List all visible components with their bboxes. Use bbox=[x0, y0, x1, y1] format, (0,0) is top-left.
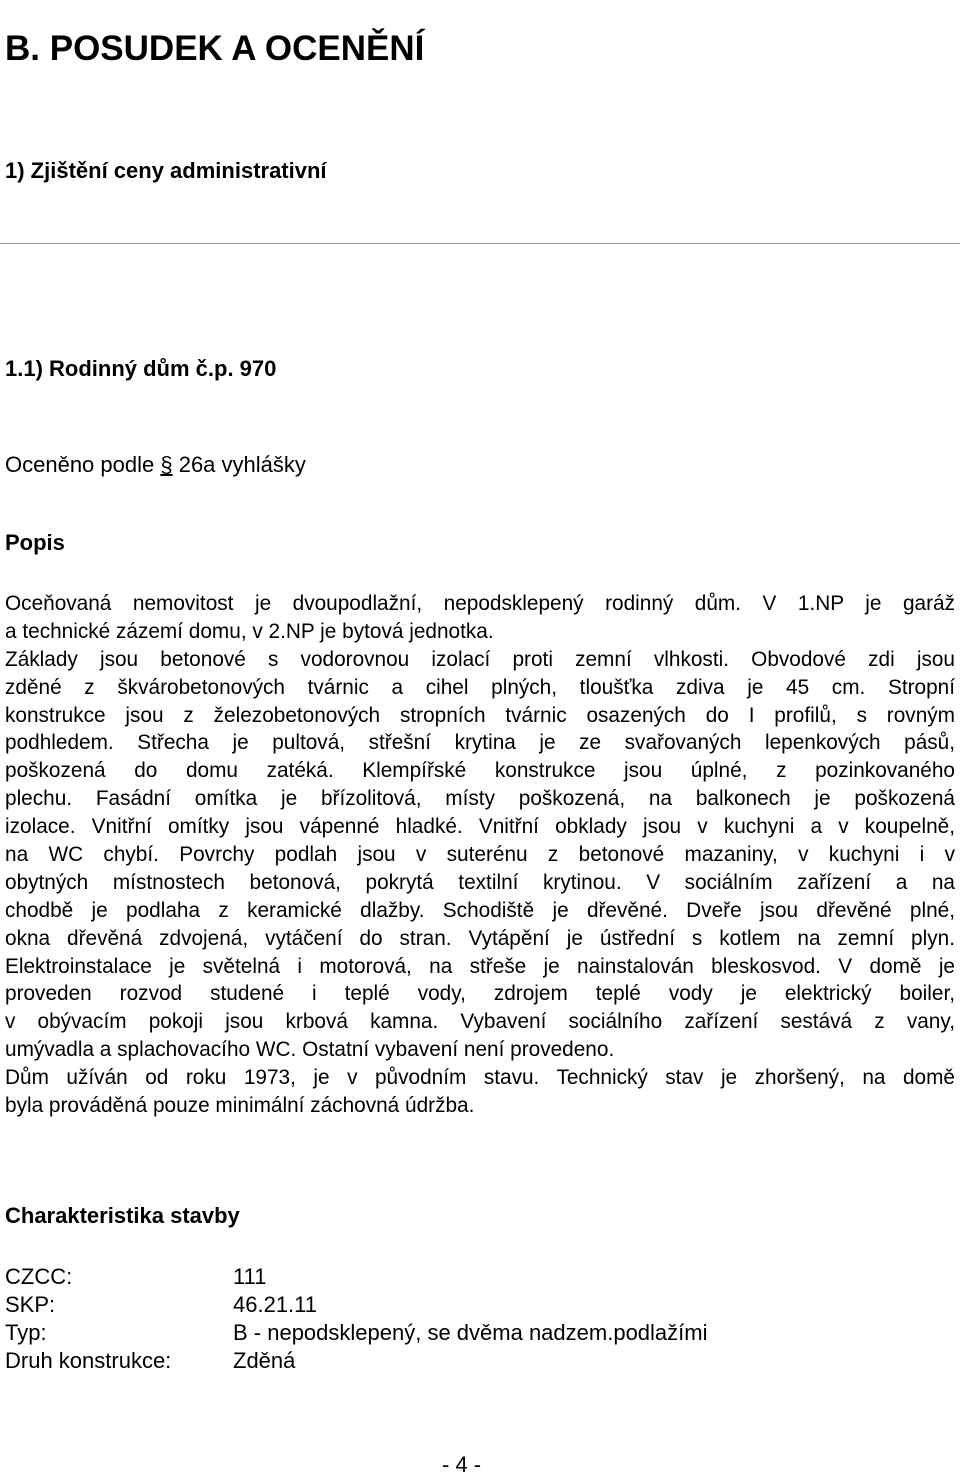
description-line: okna dřevěná zdvojená, vytáčení do stran. Vytápění je ústřední s kotlem na zemní plyn. bbox=[5, 926, 955, 950]
description-line: proveden rozvod studené i teplé vody, zdrojem teplé vody je elektrický boiler, bbox=[5, 982, 955, 1006]
description-line: umývadla a splachovacího WC. Ostatní vybavení není provedeno. bbox=[5, 1038, 615, 1062]
characteristic-value: Zděná bbox=[233, 1348, 296, 1373]
characteristic-value: 46.21.11 bbox=[233, 1292, 318, 1317]
characteristic-label: CZCC: bbox=[5, 1264, 73, 1289]
characteristic-label: Typ: bbox=[5, 1320, 47, 1345]
description-body bbox=[5, 590, 955, 1120]
valuation-basis bbox=[5, 452, 306, 478]
description-line: a technické zázemí domu, v 2.NP je bytová jednotka. bbox=[5, 619, 494, 643]
description-line: poškozená do domu zatéká. Klempířské konstrukce jsou úplné, z pozinkovaného bbox=[5, 759, 955, 783]
characteristic-label: Druh konstrukce: bbox=[5, 1348, 172, 1373]
characteristic-value: 111 bbox=[233, 1264, 267, 1289]
description-line: v obývacím pokoji jsou krbová kamna. Vybavení sociálního zařízení sestává z vany, bbox=[5, 1010, 955, 1034]
description-line: obytných místnostech betonová, pokrytá textilní krytinou. V sociálním zařízení a na bbox=[5, 870, 955, 894]
description-line: izolace. Vnitřní omítky jsou vápenné hladké. Vnitřní obklady jsou v kuchyni a v koupelně, bbox=[5, 815, 955, 839]
description-line: na WC chybí. Povrchy podlah jsou v suterénu z betonové mazaniny, v kuchyni i v bbox=[5, 843, 955, 867]
description-line: chodbě je podlaha z keramické dlažby. Schodiště je dřevěné. Dveře jsou dřevěné plné, bbox=[5, 898, 955, 922]
description-line: Elektroinstalace je světelná i motorová, na střeše je nainstalován bleskosvod. V domě je bbox=[5, 954, 955, 978]
description-line: zděné z škvárobetonových tvárnic a cihel plných, tloušťka zdiva je 45 cm. Stropní bbox=[5, 675, 955, 699]
valuation-basis-prefix: Oceněno podle bbox=[5, 452, 161, 477]
description-line: konstrukce jsou z železobetonových stropních tvárnic osazených do I profilů, s rovným bbox=[5, 703, 955, 727]
page-number: - 4 - bbox=[442, 1452, 482, 1477]
subsection-title: 1) Zjištění ceny administrativní bbox=[5, 158, 327, 183]
description-heading: Popis bbox=[5, 530, 65, 555]
section-divider bbox=[0, 243, 960, 244]
description-line: plechu. Fasádní omítka je břízolitová, místy poškozená, na balkonech je poškozená bbox=[5, 787, 955, 811]
item-title: 1.1) Rodinný dům č.p. 970 bbox=[5, 356, 277, 381]
description-line: byla prováděná pouze minimální záchovná údržba. bbox=[5, 1094, 475, 1118]
description-line: Základy jsou betonové s vodorovnou izolací proti zemní vlhkosti. Obvodové zdi jsou bbox=[5, 647, 955, 671]
description-line: podhledem. Střecha je pultová, střešní krytina je ze svařovaných lepenkových pásů, bbox=[5, 731, 955, 755]
description-line: Oceňovaná nemovitost je dvoupodlažní, nepodsklepený rodinný dům. V 1.NP je garáž bbox=[5, 592, 955, 615]
valuation-basis-suffix: 26a vyhlášky bbox=[172, 452, 306, 477]
characteristics-heading: Charakteristika stavby bbox=[5, 1203, 240, 1228]
description-line: Dům užíván od roku 1973, je v původním stavu. Technický stav je zhoršený, na domě bbox=[5, 1066, 955, 1090]
section-title: B. POSUDEK A OCENĚNÍ bbox=[5, 29, 425, 68]
characteristic-label: SKP: bbox=[5, 1292, 56, 1317]
characteristic-value: B - nepodsklepený, se dvěma nadzem.podlažími bbox=[233, 1320, 708, 1345]
section-sign: § bbox=[160, 452, 173, 477]
